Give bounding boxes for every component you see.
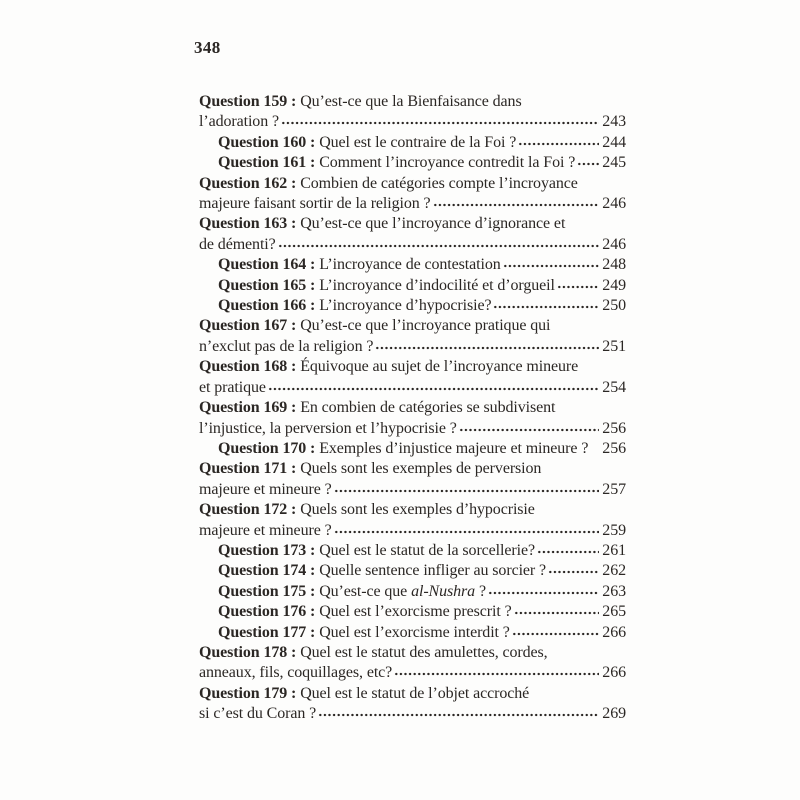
toc-entry-text: et pratique <box>199 378 266 396</box>
toc-entry <box>199 684 626 725</box>
toc-entry-line: Question 163 : Qu’est-ce que l’incroyance d’ignorance et <box>199 215 566 233</box>
toc-entry-page: 265 <box>602 603 626 621</box>
toc-entry-label: Question 171 : <box>199 460 297 478</box>
toc-entry-page: 244 <box>602 133 626 151</box>
toc-entry-text: Question 165 : L’incroyance d’indocilité et d’orgueil <box>218 276 555 294</box>
dot-leader <box>557 285 599 289</box>
toc-entry <box>199 439 626 459</box>
toc-entry-line <box>199 235 626 255</box>
toc-entry-label: Question 164 : <box>218 256 316 274</box>
toc-entry-line <box>199 194 626 214</box>
toc-entry-text: Question 164 : L’incroyance de contestation <box>218 256 501 274</box>
toc-entry-label: Question 170 : <box>218 439 316 457</box>
toc-entry-line <box>199 439 626 459</box>
toc-entry-label: Question 168 : <box>199 358 297 376</box>
toc-entry <box>199 459 626 500</box>
dot-leader <box>548 570 599 574</box>
toc-entry-page: 254 <box>602 378 626 396</box>
toc-entry-line <box>199 663 626 683</box>
toc-entry-page: 246 <box>602 195 626 213</box>
toc-entry-line <box>199 541 626 561</box>
page-number: 348 <box>194 38 221 57</box>
toc-entry-page: 259 <box>602 521 626 539</box>
dot-leader <box>537 550 599 554</box>
toc-entry-line <box>199 153 626 173</box>
dot-leader <box>493 305 599 309</box>
toc-entry-label: Question 174 : <box>218 562 316 580</box>
dot-leader <box>334 530 600 534</box>
toc-entry-page: 249 <box>602 276 626 294</box>
toc-entry-line: Question 172 : Quels sont les exemples d’hypocrisie <box>199 501 535 519</box>
toc-entry-label: Question 178 : <box>199 643 297 661</box>
dot-leader <box>503 264 600 268</box>
toc-entry <box>199 174 626 215</box>
toc-entry-text: majeure et mineure ? <box>199 480 332 498</box>
toc-entry-text: Question 173 : Quel est le statut de la sorcellerie? <box>218 541 535 559</box>
toc-entry-text: de démenti? <box>199 235 276 253</box>
toc-entry-text: majeure et mineure ? <box>199 521 332 539</box>
toc-entry-text: Question 175 : Qu’est-ce que al-Nushra ? <box>218 582 486 600</box>
dot-leader <box>268 387 599 391</box>
toc-entry <box>199 500 626 541</box>
toc-entry-label: Question 160 : <box>218 133 316 151</box>
toc-entry-text: si c’est du Coran ? <box>199 705 317 723</box>
toc-entry-text: Question 176 : Quel est l’exorcisme prescrit ? <box>218 603 512 621</box>
toc-entry <box>199 255 626 275</box>
toc-entry-text: majeure faisant sortir de la religion ? <box>199 195 431 213</box>
toc-entry-line: Question 171 : Quels sont les exemples de perversion <box>199 460 542 478</box>
toc-entry <box>199 316 626 357</box>
toc-entry-text: Question 161 : Comment l’incroyance contredit la Foi ? <box>218 154 576 172</box>
toc-entry-text: Question 160 : Quel est le contraire de la Foi ? <box>218 133 517 151</box>
toc-entry-label: Question 172 : <box>199 501 297 519</box>
toc-entry-label: Question 166 : <box>218 297 316 315</box>
toc-entry-label: Question 165 : <box>218 276 316 294</box>
toc-entry-line <box>199 602 626 622</box>
dot-leader <box>375 346 599 350</box>
toc-entry-page: 251 <box>602 337 626 355</box>
toc-entry-line <box>199 419 626 439</box>
dot-leader <box>334 489 600 493</box>
toc-entry-page: 257 <box>602 480 626 498</box>
dot-leader <box>518 142 599 146</box>
toc-entry-line <box>199 255 626 275</box>
toc-entry-page: 266 <box>602 623 626 641</box>
toc-entry-line <box>199 561 626 581</box>
toc-entry-label: Question 175 : <box>218 582 316 600</box>
toc-entry <box>199 133 626 153</box>
toc-entry <box>199 623 626 643</box>
toc-entry-line <box>199 337 626 357</box>
toc-entry-page: 248 <box>602 256 626 274</box>
dot-leader <box>514 611 600 615</box>
dot-leader <box>433 203 600 207</box>
dot-leader <box>590 448 599 452</box>
toc-entry-text: Question 174 : Quelle sentence infliger au sorcier ? <box>218 562 547 580</box>
toc-entry-label: Question 179 : <box>199 684 297 702</box>
toc-entry <box>199 602 626 622</box>
toc-entry-line <box>199 582 626 602</box>
toc-entry-line: Question 169 : En combien de catégories se subdivisent <box>199 399 556 417</box>
toc-entry-label: Question 163 : <box>199 215 297 233</box>
dot-leader <box>278 244 600 248</box>
toc-entry-line: Question 167 : Qu’est-ce que l’incroyance pratique qui <box>199 317 551 335</box>
toc-entry-text: anneaux, fils, coquillages, etc? <box>199 664 393 682</box>
toc-entry-label: Question 167 : <box>199 317 297 335</box>
toc-entry-line <box>199 623 626 643</box>
dot-leader <box>281 121 599 125</box>
toc-entry-line: Question 159 : Qu’est-ce que la Bienfaisance dans <box>199 93 522 110</box>
toc-entry-label: Question 177 : <box>218 623 316 641</box>
toc-entry-text: l’injustice, la perversion et l’hypocrisie ? <box>199 419 457 437</box>
toc-entry-label: Question 162 : <box>199 174 297 192</box>
toc-entry-line: Question 178 : Quel est le statut des amulettes, cordes, <box>199 643 548 661</box>
toc-entry-line <box>199 521 626 541</box>
toc-entry-text: Question 170 : Exemples d’injustice majeure et mineure ? <box>218 439 589 457</box>
dot-leader <box>577 162 599 166</box>
toc-entry-label: Question 159 : <box>199 93 297 110</box>
toc-entry-line <box>199 296 626 316</box>
toc-entry <box>199 296 626 316</box>
toc-entry-page: 256 <box>602 419 626 437</box>
toc-entry-line <box>199 276 626 296</box>
toc-entry-label: Question 176 : <box>218 603 316 621</box>
toc-entry-line <box>199 480 626 500</box>
toc-entry-page: 256 <box>602 439 626 457</box>
toc-entry-page: 263 <box>602 582 626 600</box>
toc-entry <box>199 153 626 173</box>
toc-entry-page: 269 <box>602 705 626 723</box>
toc-entry-line: Question 168 : Équivoque au sujet de l’incroyance mineure <box>199 358 579 376</box>
toc-entry-label: Question 169 : <box>199 399 297 417</box>
toc-entry-page: 246 <box>602 235 626 253</box>
toc-entry-page: 243 <box>602 113 626 131</box>
toc-entry-text: Question 166 : L’incroyance d’hypocrisie? <box>218 297 492 315</box>
toc-list <box>199 92 626 725</box>
toc-entry-text: l’adoration ? <box>199 113 279 131</box>
toc-entry-label: Question 173 : <box>218 541 316 559</box>
toc-entry-line <box>199 378 626 398</box>
toc-entry <box>199 643 626 684</box>
toc-entry <box>199 582 626 602</box>
toc-entry <box>199 214 626 255</box>
toc-entry-text: Question 177 : Quel est l’exorcisme interdit ? <box>218 623 510 641</box>
toc-entry <box>199 276 626 296</box>
dot-leader <box>318 713 599 717</box>
toc-entry-line <box>199 112 626 132</box>
toc-entry <box>199 561 626 581</box>
toc-entry-page: 262 <box>602 562 626 580</box>
dot-leader <box>488 591 599 595</box>
toc-entry-text: n’exclut pas de la religion ? <box>199 337 374 355</box>
toc-entry-line <box>199 704 626 724</box>
dot-leader <box>394 672 599 676</box>
toc-entry-line: Question 179 : Quel est le statut de l’objet accroché <box>199 684 530 702</box>
toc-entry <box>199 541 626 561</box>
toc-entry-page: 250 <box>602 297 626 315</box>
toc-entry-label: Question 161 : <box>218 154 316 172</box>
dot-leader <box>459 428 600 432</box>
toc-entry <box>199 92 626 133</box>
toc-entry-line: Question 162 : Combien de catégories compte l’incroyance <box>199 174 578 192</box>
toc-entry-page: 261 <box>602 541 626 559</box>
toc-entry-page: 245 <box>602 154 626 172</box>
toc-entry <box>199 398 626 439</box>
toc-entry-page: 266 <box>602 664 626 682</box>
toc-entry-line <box>199 133 626 153</box>
toc-entry <box>199 357 626 398</box>
dot-leader <box>512 632 599 636</box>
